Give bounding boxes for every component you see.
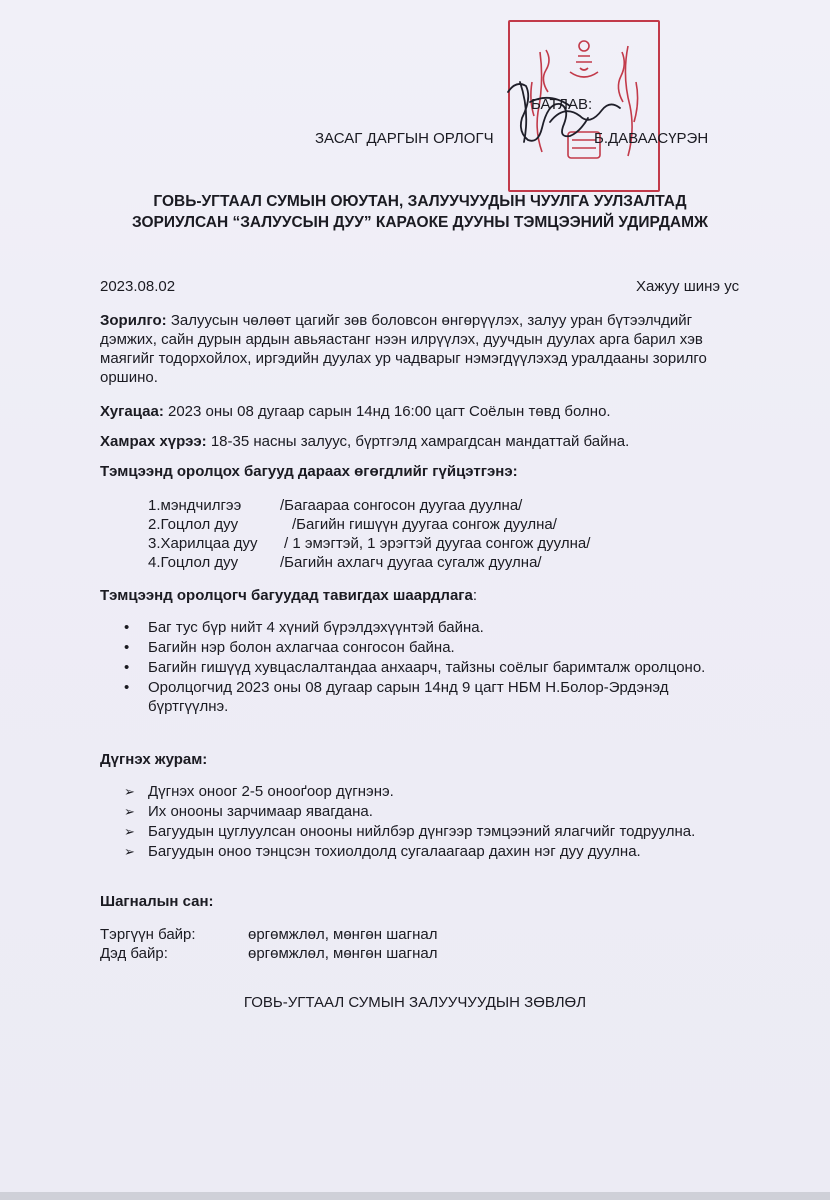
document-title: [40, 191, 800, 233]
stages-heading: Тэмцээнд оролцох багууд дараах өгөгдлийг гүйцэтгэнэ:: [100, 463, 518, 480]
approver-name: Б.ДАВААСҮРЭН: [594, 130, 709, 147]
bullet-icon: •: [124, 639, 130, 656]
goal-text: Залуусын чөлөөт цагийг зөв боловсон өнгөрүүлэх, залуу уран бүтээлчдийг дэмжих, сайн дурын ардын авьяастанг нээн илрүүлэх, дуучдын дуулах арга барил хэв маягийг тодорхойлох, иргэдийн дуулах ур чадварыг нэмэгдүүлэхэд уралдааны зорилго оршино.: [100, 312, 707, 386]
bullet-icon: •: [124, 619, 130, 636]
list-item: ➢ Их онооны зарчимаар явагдана.: [124, 803, 373, 820]
stage-desc: / 1 эмэгтэй, 1 эрэгтэй дуугаа сонгож дуулна/: [284, 535, 591, 552]
arrow-bullet-icon: ➢: [124, 824, 135, 839]
list-item: • Оролцогчид 2023 оны 08 дугаар сарын 14нд 9 цагт НБМ Н.Болор-Эрдэнэд бүртгүүлнэ.: [124, 679, 669, 715]
schedule-paragraph: [100, 402, 750, 421]
prize-value: өргөмжлөл, мөнгөн шагнал: [248, 945, 438, 962]
list-item: ➢ Дүгнэх оноог 2-5 онооґоор дүгнэнэ.: [124, 783, 394, 800]
schedule-text: 2023 оны 08 дугаар сарын 14нд 16:00 цагт Соёлын төвд болно.: [163, 403, 611, 420]
stage-name: 3.Харилцаа дуу: [148, 535, 258, 552]
goal-paragraph: [100, 311, 750, 387]
stage-name: 2.Гоцлол дуу: [148, 516, 239, 533]
stage-desc: /Багаараа сонгосон дуугаа дуулна/: [280, 497, 523, 514]
page-edge: [0, 1192, 830, 1200]
list-item: ➢ Багуудын оноо тэнцсэн тохиолдолд сугалаагаар дахин нэг дуу дуулна.: [124, 843, 641, 860]
stage-desc: /Багийн ахлагч дуугаа сугалж дуулна/: [280, 554, 542, 571]
issuer-footer: ГОВЬ-УГТААЛ СУМЫН ЗАЛУУЧУУДЫН ЗӨВЛӨЛ: [243, 994, 587, 1011]
goal-label: Зорилго:: [100, 312, 167, 329]
approval-label: БАТЛАВ:: [531, 96, 593, 113]
scope-label: Хамрах хүрээ:: [100, 433, 207, 450]
prize-place: Тэргүүн байр:: [100, 926, 196, 943]
scoring-list: [100, 782, 750, 862]
prize-place: Дэд байр:: [100, 945, 168, 962]
bullet-icon: •: [124, 679, 130, 696]
document-date: 2023.08.02: [100, 278, 176, 295]
stage-name: 1.мэндчилгээ: [148, 497, 242, 514]
arrow-bullet-icon: ➢: [124, 844, 135, 859]
scope-text: 18-35 насны залуус, бүртгэлд хамрагдсан мандаттай байна.: [206, 433, 630, 450]
prize-value: өргөмжлөл, мөнгөн шагнал: [248, 926, 438, 943]
list-item: ➢ Багуудын цуглуулсан онооны нийлбэр дүнгээр тэмцээний ялагчийг тодруулна.: [124, 823, 696, 840]
requirements-list: [100, 618, 750, 717]
document-location: Хажуу шинэ ус: [636, 278, 740, 295]
schedule-label: Хугацаа:: [100, 403, 164, 420]
list-item: • Баг тус бүр нийт 4 хүний бүрэлдэхүүнтэй байна.: [124, 619, 484, 636]
list-item: • Багийн гишүүд хувцаслалтандаа анхаарч, тайзны соёлыг баримталж оролцоно.: [124, 659, 706, 676]
list-item: • Багийн нэр болон ахлагчаа сонгосон байна.: [124, 639, 455, 656]
bullet-icon: •: [124, 659, 130, 676]
title-line-2: ЗОРИУЛСАН “ЗАЛУУСЫН ДУУ” КАРАОКЕ ДУУНЫ ТЭМЦЭЭНИЙ УДИРДАМЖ: [131, 214, 708, 231]
scope-paragraph: [100, 432, 750, 451]
approver-title: ЗАСАГ ДАРГЫН ОРЛОГЧ: [315, 130, 494, 147]
title-line-1: ГОВЬ-УГТААЛ СУМЫН ОЮУТАН, ЗАЛУУЧУУДЫН ЧУУЛГА УУЛЗАЛТАД: [153, 193, 687, 210]
arrow-bullet-icon: ➢: [124, 784, 135, 799]
prizes-heading: Шагналын сан:: [100, 893, 214, 910]
arrow-bullet-icon: ➢: [124, 804, 135, 819]
stage-name: 4.Гоцлол дуу: [148, 554, 239, 571]
stage-desc: /Багийн гишүүн дуугаа сонгож дуулна/: [292, 516, 557, 533]
requirements-heading: Тэмцээнд оролцогч багуудад тавигдах шаардлага:: [100, 587, 478, 604]
scoring-heading: Дүгнэх журам:: [100, 751, 208, 768]
